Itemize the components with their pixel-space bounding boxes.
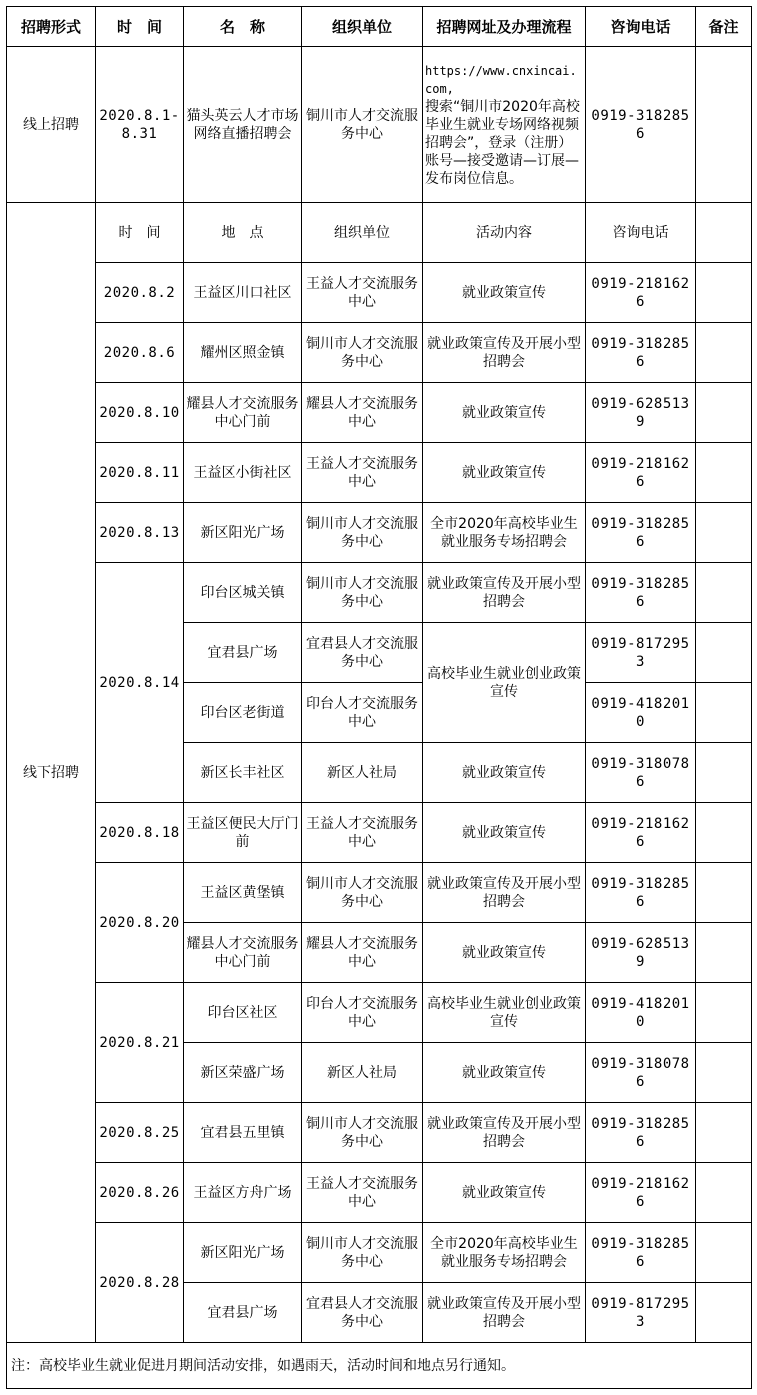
schedule-row bbox=[7, 503, 752, 563]
schedule-org: 宜君县人才交流服务中心 bbox=[302, 623, 423, 683]
schedule-content: 全市2020年高校毕业生就业服务专场招聘会 bbox=[423, 1223, 586, 1283]
online-org: 铜川市人才交流服务中心 bbox=[302, 47, 423, 203]
online-note bbox=[696, 47, 752, 203]
schedule-content: 就业政策宣传及开展小型招聘会 bbox=[423, 1283, 586, 1343]
online-phone: 0919-3182856 bbox=[586, 47, 696, 203]
schedule-date: 2020.8.20 bbox=[96, 863, 184, 983]
schedule-org: 铜川市人才交流服务中心 bbox=[302, 1103, 423, 1163]
subheader-time: 时 间 bbox=[96, 203, 184, 263]
schedule-date: 2020.8.25 bbox=[96, 1103, 184, 1163]
schedule-phone: 0919-2181626 bbox=[586, 443, 696, 503]
recruitment-schedule-table bbox=[6, 6, 752, 1389]
subheader-note bbox=[696, 203, 752, 263]
subheader-org: 组织单位 bbox=[302, 203, 423, 263]
header-row bbox=[7, 7, 752, 47]
schedule-row bbox=[7, 443, 752, 503]
schedule-org: 印台人才交流服务中心 bbox=[302, 983, 423, 1043]
header-note: 备注 bbox=[696, 7, 752, 47]
schedule-org: 耀县人才交流服务中心 bbox=[302, 923, 423, 983]
schedule-org: 王益人才交流服务中心 bbox=[302, 803, 423, 863]
schedule-content: 就业政策宣传 bbox=[423, 263, 586, 323]
schedule-note bbox=[696, 1223, 752, 1283]
schedule-row bbox=[7, 983, 752, 1043]
schedule-note bbox=[696, 803, 752, 863]
schedule-date: 2020.8.13 bbox=[96, 503, 184, 563]
schedule-org: 铜川市人才交流服务中心 bbox=[302, 503, 423, 563]
schedule-phone: 0919-3182856 bbox=[586, 1103, 696, 1163]
header-phone: 咨询电话 bbox=[586, 7, 696, 47]
schedule-org: 宜君县人才交流服务中心 bbox=[302, 1283, 423, 1343]
schedule-phone: 0919-6285139 bbox=[586, 923, 696, 983]
schedule-row bbox=[7, 383, 752, 443]
schedule-date: 2020.8.6 bbox=[96, 323, 184, 383]
schedule-phone: 0919-6285139 bbox=[586, 383, 696, 443]
schedule-phone: 0919-3182856 bbox=[586, 863, 696, 923]
schedule-row bbox=[7, 563, 752, 623]
header-name: 名 称 bbox=[184, 7, 302, 47]
online-process: 搜索“铜川市2020年高校毕业生就业专场网络视频招聘会”，登录（注册）账号—接受邀请—订展—发布岗位信息。 bbox=[425, 98, 580, 187]
schedule-phone: 0919-3182856 bbox=[586, 563, 696, 623]
schedule-place: 王益区方舟广场 bbox=[184, 1163, 302, 1223]
schedule-org: 王益人才交流服务中心 bbox=[302, 263, 423, 323]
schedule-content: 就业政策宣传及开展小型招聘会 bbox=[423, 323, 586, 383]
schedule-place: 新区阳光广场 bbox=[184, 1223, 302, 1283]
schedule-content: 就业政策宣传 bbox=[423, 443, 586, 503]
schedule-org: 印台人才交流服务中心 bbox=[302, 683, 423, 743]
schedule-date: 2020.8.26 bbox=[96, 1163, 184, 1223]
schedule-content: 就业政策宣传 bbox=[423, 1043, 586, 1103]
schedule-note bbox=[696, 623, 752, 683]
schedule-place: 印台区老街道 bbox=[184, 683, 302, 743]
schedule-content: 就业政策宣传 bbox=[423, 743, 586, 803]
schedule-org: 铜川市人才交流服务中心 bbox=[302, 563, 423, 623]
schedule-org: 王益人才交流服务中心 bbox=[302, 443, 423, 503]
schedule-note bbox=[696, 443, 752, 503]
schedule-phone: 0919-3182856 bbox=[586, 323, 696, 383]
schedule-note bbox=[696, 683, 752, 743]
schedule-date: 2020.8.2 bbox=[96, 263, 184, 323]
online-row bbox=[7, 47, 752, 203]
schedule-row bbox=[7, 1163, 752, 1223]
schedule-place: 耀县人才交流服务中心门前 bbox=[184, 383, 302, 443]
schedule-content: 就业政策宣传及开展小型招聘会 bbox=[423, 1103, 586, 1163]
schedule-note bbox=[696, 323, 752, 383]
schedule-note bbox=[696, 563, 752, 623]
footnote: 注：高校毕业生就业促进月期间活动安排，如遇雨天，活动时间和地点另行通知。 bbox=[7, 1343, 752, 1389]
schedule-phone: 0919-2181626 bbox=[586, 803, 696, 863]
schedule-row bbox=[7, 863, 752, 923]
schedule-phone: 0919-8172953 bbox=[586, 623, 696, 683]
schedule-place: 王益区川口社区 bbox=[184, 263, 302, 323]
schedule-place: 王益区小街社区 bbox=[184, 443, 302, 503]
schedule-org: 新区人社局 bbox=[302, 1043, 423, 1103]
subheader-place: 地 点 bbox=[184, 203, 302, 263]
schedule-note bbox=[696, 503, 752, 563]
schedule-note bbox=[696, 1283, 752, 1343]
schedule-note bbox=[696, 263, 752, 323]
schedule-row bbox=[7, 263, 752, 323]
header-org: 组织单位 bbox=[302, 7, 423, 47]
schedule-note bbox=[696, 1043, 752, 1103]
header-web: 招聘网址及办理流程 bbox=[423, 7, 586, 47]
header-time: 时 间 bbox=[96, 7, 184, 47]
subheader-phone: 咨询电话 bbox=[586, 203, 696, 263]
schedule-place: 王益区黄堡镇 bbox=[184, 863, 302, 923]
schedule-phone: 0919-3182856 bbox=[586, 503, 696, 563]
schedule-note bbox=[696, 983, 752, 1043]
schedule-date: 2020.8.14 bbox=[96, 563, 184, 803]
schedule-place: 印台区城关镇 bbox=[184, 563, 302, 623]
subheader-content: 活动内容 bbox=[423, 203, 586, 263]
schedule-content: 就业政策宣传 bbox=[423, 923, 586, 983]
schedule-place: 耀县人才交流服务中心门前 bbox=[184, 923, 302, 983]
schedule-content: 全市2020年高校毕业生就业服务专场招聘会 bbox=[423, 503, 586, 563]
schedule-row bbox=[7, 1103, 752, 1163]
footnote-row bbox=[7, 1343, 752, 1389]
schedule-date: 2020.8.21 bbox=[96, 983, 184, 1103]
schedule-place: 宜君县广场 bbox=[184, 623, 302, 683]
schedule-note bbox=[696, 743, 752, 803]
schedule-phone: 0919-8172953 bbox=[586, 1283, 696, 1343]
schedule-phone: 0919-2181626 bbox=[586, 1163, 696, 1223]
schedule-content: 就业政策宣传 bbox=[423, 1163, 586, 1223]
schedule-phone: 0919-3182856 bbox=[586, 1223, 696, 1283]
schedule-phone: 0919-4182010 bbox=[586, 983, 696, 1043]
schedule-content: 就业政策宣传 bbox=[423, 803, 586, 863]
schedule-content: 就业政策宣传及开展小型招聘会 bbox=[423, 863, 586, 923]
schedule-note bbox=[696, 383, 752, 443]
schedule-content: 高校毕业生就业创业政策宣传 bbox=[423, 623, 586, 743]
schedule-date: 2020.8.10 bbox=[96, 383, 184, 443]
schedule-org: 王益人才交流服务中心 bbox=[302, 1163, 423, 1223]
schedule-note bbox=[696, 923, 752, 983]
online-web bbox=[423, 47, 586, 203]
schedule-place: 王益区便民大厅门前 bbox=[184, 803, 302, 863]
schedule-org: 耀县人才交流服务中心 bbox=[302, 383, 423, 443]
schedule-date: 2020.8.28 bbox=[96, 1223, 184, 1343]
schedule-note bbox=[696, 1163, 752, 1223]
schedule-place: 印台区社区 bbox=[184, 983, 302, 1043]
schedule-org: 铜川市人才交流服务中心 bbox=[302, 863, 423, 923]
schedule-phone: 0919-3180786 bbox=[586, 1043, 696, 1103]
schedule-place: 新区荣盛广场 bbox=[184, 1043, 302, 1103]
header-form: 招聘形式 bbox=[7, 7, 96, 47]
schedule-org: 新区人社局 bbox=[302, 743, 423, 803]
offline-subheader-row bbox=[7, 203, 752, 263]
schedule-row bbox=[7, 803, 752, 863]
schedule-place: 宜君县五里镇 bbox=[184, 1103, 302, 1163]
schedule-row bbox=[7, 1223, 752, 1283]
schedule-org: 铜川市人才交流服务中心 bbox=[302, 323, 423, 383]
offline-form: 线下招聘 bbox=[7, 203, 96, 1343]
schedule-place: 耀州区照金镇 bbox=[184, 323, 302, 383]
online-url: https://www.cnxincai.com, bbox=[425, 63, 577, 96]
schedule-phone: 0919-2181626 bbox=[586, 263, 696, 323]
schedule-date: 2020.8.11 bbox=[96, 443, 184, 503]
schedule-content: 高校毕业生就业创业政策宣传 bbox=[423, 983, 586, 1043]
schedule-date: 2020.8.18 bbox=[96, 803, 184, 863]
schedule-note bbox=[696, 1103, 752, 1163]
schedule-org: 铜川市人才交流服务中心 bbox=[302, 1223, 423, 1283]
online-time: 2020.8.1-8.31 bbox=[96, 47, 184, 203]
schedule-place: 新区长丰社区 bbox=[184, 743, 302, 803]
schedule-note bbox=[696, 863, 752, 923]
online-name: 猫头英云人才市场网络直播招聘会 bbox=[184, 47, 302, 203]
schedule-row bbox=[7, 323, 752, 383]
schedule-phone: 0919-4182010 bbox=[586, 683, 696, 743]
schedule-place: 新区阳光广场 bbox=[184, 503, 302, 563]
online-form: 线上招聘 bbox=[7, 47, 96, 203]
schedule-content: 就业政策宣传及开展小型招聘会 bbox=[423, 563, 586, 623]
schedule-phone: 0919-3180786 bbox=[586, 743, 696, 803]
schedule-place: 宜君县广场 bbox=[184, 1283, 302, 1343]
schedule-content: 就业政策宣传 bbox=[423, 383, 586, 443]
